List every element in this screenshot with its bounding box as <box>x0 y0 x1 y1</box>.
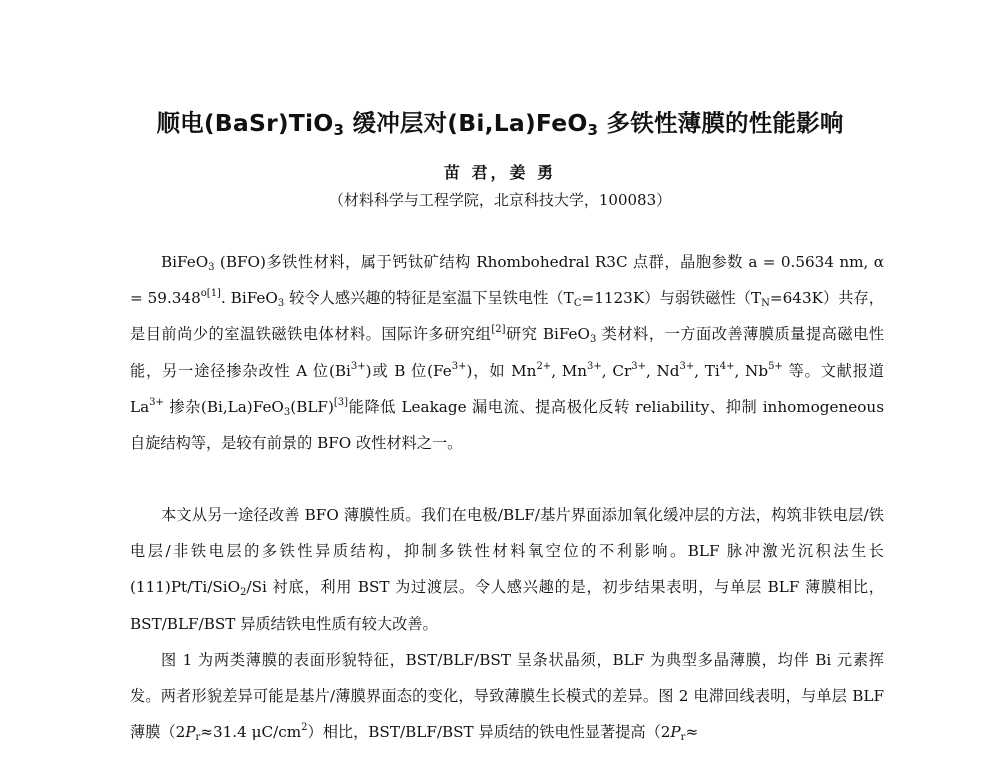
superscript: 3+ <box>631 360 646 372</box>
text-run: ≈ <box>685 723 699 742</box>
paragraph-results <box>130 642 884 751</box>
superscript: 3+ <box>451 360 467 372</box>
subscript: 3 <box>283 406 291 418</box>
text-run: =1123K）与弱铁磁性（T <box>581 289 762 308</box>
subscript: 2 <box>240 587 247 599</box>
superscript: 3+ <box>679 360 695 372</box>
paragraph-method <box>130 497 884 642</box>
citation-ref: [3] <box>333 396 349 408</box>
text-run: , Ti <box>694 361 720 380</box>
subscript: r <box>195 732 201 744</box>
paper-title <box>0 104 1000 138</box>
superscript: 3+ <box>149 396 164 408</box>
citation-ref: [2] <box>491 324 506 336</box>
title-text: 缓冲层对(Bi,La)FeO <box>344 109 588 137</box>
symbol-italic: P <box>185 723 196 742</box>
text-run: 较令人感兴趣的特征是室温下呈铁电性（T <box>284 289 574 308</box>
subscript: C <box>573 298 582 310</box>
subscript: 3 <box>208 262 215 273</box>
subscript: 3 <box>277 298 285 310</box>
text-run: ≈31.4 μC/cm <box>200 723 302 742</box>
title-subscript: 3 <box>333 121 345 139</box>
text-run: , Nb <box>734 361 769 380</box>
text-run: 掺杂(Bi,La)FeO <box>163 397 284 416</box>
superscript: 4+ <box>719 360 735 372</box>
superscript: 3+ <box>350 360 366 372</box>
text-run: /Si 衬底，利用 BST 为过渡层。令人感兴趣的是，初步结果表明，与单层 BLF 薄膜相比，BST/BLF/BST 异质结铁电性质有较大改善。 <box>130 578 884 633</box>
superscript: 3+ <box>587 360 602 372</box>
text-run: =643K）共存，是目前尚少的室温铁磁铁电体材料。国际许多研究组 <box>130 289 884 344</box>
title-text: 顺电(BaSr)TiO <box>156 109 334 137</box>
text-run: 类材料，一方面改善薄膜质量提高磁电性能，另一途径掺杂改性 A 位(Bi <box>130 325 885 380</box>
text-run: )，如 Mn <box>466 361 537 380</box>
subscript: N <box>761 298 770 310</box>
text-run: (BLF) <box>290 397 334 416</box>
title-subscript: 3 <box>587 121 599 139</box>
text-run: 本文从另一途径改善 BFO 薄膜性质。我们在电极/BLF/基片界面添加氧化缓冲层的方法，构筑非铁电层/铁电层/非铁电层的多铁性异质结构，抑制多铁性材料氧空位的不利影响。BLF 脉冲激光沉积法生长(111)Pt/Ti/SiO <box>130 506 884 597</box>
subscript: 3 <box>590 334 597 346</box>
citation-ref: o[1] <box>200 288 221 300</box>
text-run: BiFeO <box>161 253 209 271</box>
superscript: 2 <box>301 722 308 734</box>
author-list: 苗 君，姜 勇 <box>443 163 557 182</box>
text-run: , Cr <box>601 361 632 380</box>
superscript: 2+ <box>536 360 552 372</box>
subscript: r <box>680 732 686 744</box>
symbol-italic: P <box>670 723 681 742</box>
title-text: 多铁性薄膜的性能影响 <box>598 109 844 137</box>
text-run: ）相比，BST/BLF/BST 异质结的铁电性显著提高（2 <box>307 723 671 742</box>
text-run: , Mn <box>551 361 588 380</box>
text-run: 能降低 Leakage 漏电流、提高极化反转 reliability、抑制 inhomogeneous 自旋结构等，是较有前景的 BFO 改性材料之一。 <box>130 397 884 453</box>
text-run: 研究 BiFeO <box>505 325 590 344</box>
superscript: 5+ <box>768 360 783 372</box>
text-run: )或 B 位(Fe <box>365 361 452 380</box>
text-run: . BiFeO <box>220 289 278 308</box>
text-run: , Nd <box>645 361 680 380</box>
text-run: 等。文献报道 La <box>130 361 884 416</box>
text-run: (BFO)多铁性材料，属于钙钛矿结构 Rhombohedral R3C 点群，晶胞参数 a = 0.5634 nm, α = 59.348 <box>130 253 884 308</box>
paragraph-intro <box>130 244 884 461</box>
text-run: 图 1 为两类薄膜的表面形貌特征，BST/BLF/BST 呈条状晶须，BLF 为典型多晶薄膜，均伴 Bi 元素挥发。两者形貌差异可能是基片/薄膜界面态的变化，导致薄膜生长模式的差异。图 2 电滞回线表明，与单层 BLF 薄膜（2 <box>130 651 884 742</box>
affiliation: （材料科学与工程学院，北京科技大学，100083） <box>328 191 672 209</box>
